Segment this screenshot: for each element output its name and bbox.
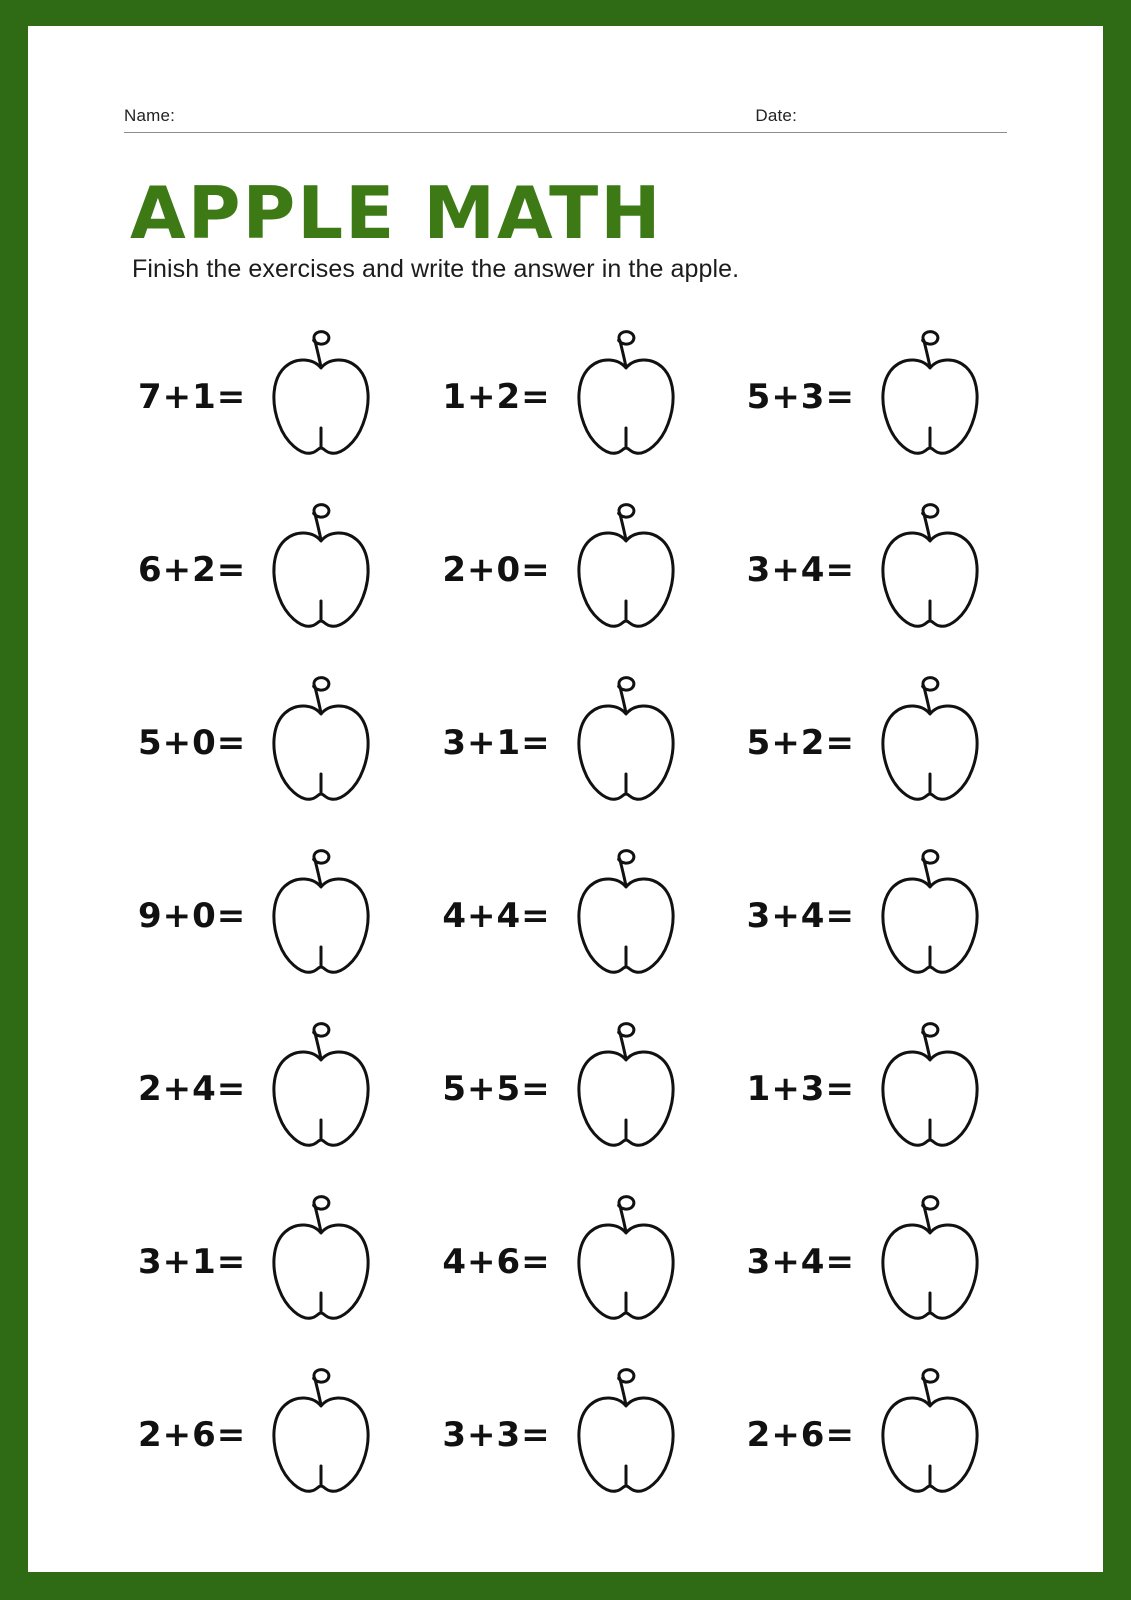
exercise-item	[418, 1002, 712, 1175]
exercise-expression: 4+6=	[442, 1241, 551, 1282]
apple-icon[interactable]	[258, 1365, 384, 1505]
exercise-item	[713, 656, 1007, 829]
exercise-item	[713, 1002, 1007, 1175]
student-info-row	[124, 96, 1007, 133]
apple-icon[interactable]	[258, 1019, 384, 1159]
exercise-item	[124, 310, 418, 483]
exercise-item	[418, 310, 712, 483]
apple-icon[interactable]	[563, 327, 689, 467]
apple-icon[interactable]	[563, 1365, 689, 1505]
apple-icon[interactable]	[563, 673, 689, 813]
exercise-expression: 7+1=	[138, 376, 247, 417]
exercise-item	[418, 1175, 712, 1348]
exercise-expression: 4+4=	[442, 895, 551, 936]
apple-icon[interactable]	[258, 327, 384, 467]
apple-icon[interactable]	[258, 500, 384, 640]
exercise-item	[124, 829, 418, 1002]
exercise-item	[124, 483, 418, 656]
exercise-expression: 5+5=	[442, 1068, 551, 1109]
exercise-expression: 2+6=	[746, 1414, 855, 1455]
apple-icon[interactable]	[867, 500, 993, 640]
apple-icon[interactable]	[867, 1019, 993, 1159]
page-subtitle: Finish the exercises and write the answer in the apple.	[132, 255, 740, 283]
exercise-item	[713, 483, 1007, 656]
exercise-expression: 3+4=	[746, 1241, 855, 1282]
apple-icon[interactable]	[563, 500, 689, 640]
exercise-item	[418, 829, 712, 1002]
exercise-expression: 3+3=	[442, 1414, 551, 1455]
apple-icon[interactable]	[258, 1192, 384, 1332]
exercise-expression: 3+4=	[746, 549, 855, 590]
exercise-grid	[124, 310, 1007, 1521]
apple-icon[interactable]	[258, 846, 384, 986]
exercise-expression: 2+0=	[442, 549, 551, 590]
apple-icon[interactable]	[867, 846, 993, 986]
exercise-expression: 1+2=	[442, 376, 551, 417]
exercise-item	[713, 310, 1007, 483]
apple-icon[interactable]	[563, 1019, 689, 1159]
date-label: Date:	[755, 106, 797, 125]
exercise-item	[418, 656, 712, 829]
exercise-expression: 3+1=	[138, 1241, 247, 1282]
exercise-item	[418, 483, 712, 656]
exercise-item	[124, 1002, 418, 1175]
exercise-expression: 3+4=	[746, 895, 855, 936]
exercise-item	[124, 656, 418, 829]
apple-icon[interactable]	[258, 673, 384, 813]
apple-icon[interactable]	[867, 1365, 993, 1505]
exercise-expression: 3+1=	[442, 722, 551, 763]
exercise-expression: 1+3=	[746, 1068, 855, 1109]
apple-icon[interactable]	[867, 327, 993, 467]
apple-icon[interactable]	[563, 846, 689, 986]
apple-icon[interactable]	[867, 673, 993, 813]
exercise-expression: 6+2=	[138, 549, 247, 590]
exercise-item	[713, 829, 1007, 1002]
exercise-item	[124, 1175, 418, 1348]
apple-icon[interactable]	[563, 1192, 689, 1332]
exercise-item	[713, 1348, 1007, 1521]
exercise-expression: 2+4=	[138, 1068, 247, 1109]
exercise-expression: 5+2=	[746, 722, 855, 763]
apple-icon[interactable]	[867, 1192, 993, 1332]
exercise-item	[418, 1348, 712, 1521]
name-label: Name:	[124, 106, 176, 125]
exercise-expression: 5+3=	[746, 376, 855, 417]
exercise-expression: 5+0=	[138, 722, 247, 763]
page-title: APPLE MATH	[130, 171, 663, 255]
worksheet-sheet	[28, 26, 1103, 1572]
exercise-item	[124, 1348, 418, 1521]
exercise-item	[713, 1175, 1007, 1348]
exercise-expression: 2+6=	[138, 1414, 247, 1455]
exercise-expression: 9+0=	[138, 895, 247, 936]
